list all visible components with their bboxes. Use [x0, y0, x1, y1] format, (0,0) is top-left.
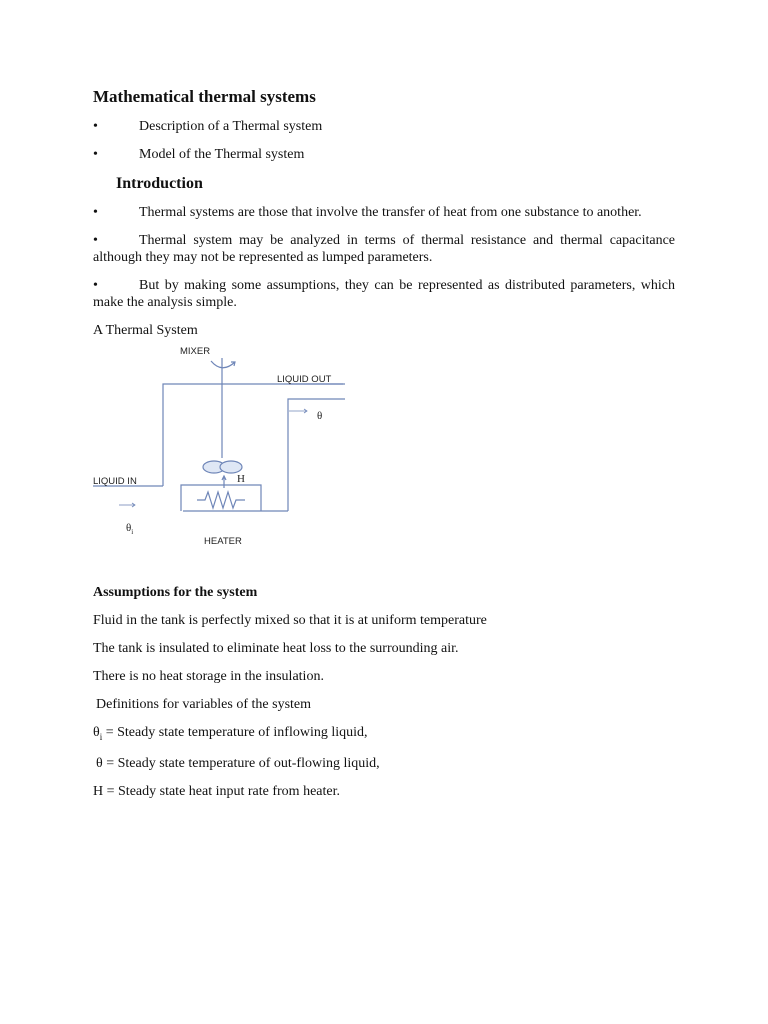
page-title: Mathematical thermal systems — [93, 87, 316, 106]
heater-box — [181, 485, 261, 511]
intro-point — [93, 277, 675, 312]
liquid-out-label: LIQUID OUT — [277, 373, 332, 385]
figure-caption: A Thermal System — [93, 322, 198, 338]
bullet-mark: • — [93, 277, 98, 293]
intro-point-text: But by making some assumptions, they can be represented as distributed parameters, which make the analysis simple. — [93, 277, 675, 310]
thermal-system-diagram — [93, 340, 675, 576]
bullet-mark: • — [93, 147, 98, 162]
thermal-system-drawing — [93, 340, 675, 576]
heater-label: HEATER — [204, 535, 242, 547]
intro-point-text: Thermal system may be analyzed in terms of thermal resistance and thermal capacitance although they may not be represented as lumped parameters. — [93, 232, 675, 265]
theta-out-label: θ — [317, 409, 323, 422]
theta-in-label: $\theta_i$ — [126, 521, 134, 536]
document-page — [93, 86, 675, 811]
intro-point — [93, 232, 675, 267]
assumption-line: There is no heat storage in the insulation. — [93, 668, 324, 684]
bullet-item — [93, 146, 675, 164]
bullet-item — [93, 118, 675, 136]
heat-label: H — [237, 472, 245, 485]
assumption-line: The tank is insulated to eliminate heat loss to the surrounding air. — [93, 640, 459, 656]
intro-point-text: Thermal systems are those that involve the transfer of heat from one substance to another. — [139, 205, 642, 220]
bullet-mark: • — [93, 232, 98, 248]
heater-resistor — [197, 492, 245, 508]
bullet-mark: • — [93, 119, 98, 134]
definitions-heading: Definitions for variables of the system — [96, 696, 312, 712]
bullet-text: Description of a Thermal system — [139, 119, 323, 134]
assumption-line: Fluid in the tank is perfectly mixed so that it is at uniform temperature — [93, 612, 487, 628]
bullet-text: Model of the Thermal system — [139, 147, 305, 162]
liquid-in-label: LIQUID IN — [93, 475, 137, 487]
section-heading-introduction: Introduction — [116, 175, 203, 192]
definition-item: $\theta_i$ = Steady state temperature of inflowing liquid, — [93, 724, 368, 742]
mixer-label: MIXER — [180, 345, 211, 357]
assumptions-heading: Assumptions for the system — [93, 584, 258, 600]
bullet-mark: • — [93, 205, 98, 220]
impeller-right-blade — [220, 461, 242, 473]
definition-item: θ = Steady state temperature of out-flowing liquid, — [96, 756, 380, 772]
intro-point — [93, 204, 675, 222]
definition-item: H = Steady state heat input rate from heater. — [93, 784, 340, 800]
